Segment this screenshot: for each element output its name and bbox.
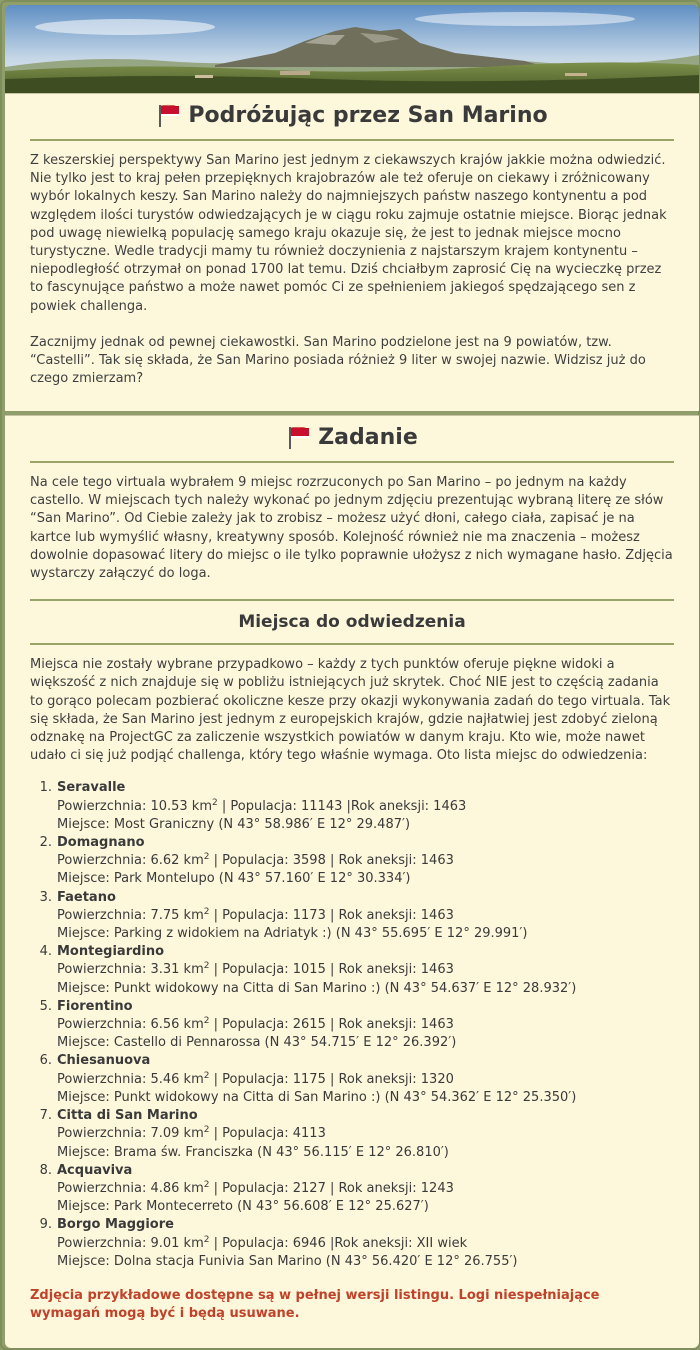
- place-location: Miejsce: Park Montelupo (N 43° 57.160′ E 12° 30.334′): [57, 871, 411, 887]
- place-stats: Powierzchnia: 3.31 $km^2$ | Populacja: 1015 | Rok aneksji: 1463: [57, 961, 454, 978]
- intro-title: Podróżując przez San Marino: [188, 102, 548, 128]
- list-item: 4. Montegiardino Powierzchnia: 3.31 $km^2$ | Populacja: 1015 | Rok aneksji: 1463 Miejsce: Punkt widokowy na Citta di San Marino :) (N 43° 54.637′ E 12° 28.932′): [30, 943, 699, 998]
- places-heading: Miejsca do odwiedzenia: [238, 612, 466, 633]
- places-paragraph: Miejsca nie zostały wybrane przypadkowo – każdy z tych punktów oferuje piękne widoki a większość z nich znajduje się w pobliżu istniejących już skrytek. Choć NIE jest to częścią zadania to gorąco polecam pozbierać okoliczne kesze przy okazji wykonywania zadań do tego virtuala. Tak się składa, że San Marino jest jednym z europejskich krajów, gdzie najłatwiej jest zdobyć zieloną odznakę na ProjectGC za zaliczenie wszystkich powiatów w danym kraju. Kto wie, może nawet udało ci się już podjąć challenga, który tego właśnie wymaga. Oto lista miejsc do odwiedzenia:: [30, 657, 671, 764]
- banner-image: [5, 5, 699, 93]
- place-name: Domagnano: [57, 835, 145, 851]
- place-location: Miejsce: Brama św. Franciszka (N 43° 56.115′ E 12° 26.810′): [57, 1144, 449, 1160]
- divider: [30, 139, 674, 141]
- list-item: 3. Faetano Powierzchnia: 7.75 $km^2$ | Populacja: 1173 | Rok aneksji: 1463 Miejsce: Parking z widokiem na Adriatyk :) (N 43° 55.695′ E 12° 29.991′): [30, 889, 699, 944]
- place-stats: Powierzchnia: 9.01 $km^2$ | Populacja: 6946 |Rok aneksji: XII wiek: [57, 1234, 468, 1251]
- place-stats: Powierzchnia: 6.62 $km^2$ | Populacja: 3598 | Rok aneksji: 1463: [57, 852, 454, 869]
- place-stats: Powierzchnia: 6.56 $km^2$ | Populacja: 2615 | Rok aneksji: 1463: [57, 1016, 454, 1033]
- place-location: Miejsce: Punkt widokowy na Citta di San Marino :) (N 43° 54.362′ E 12° 25.350′): [57, 1089, 577, 1105]
- warning-note: Zdjęcia przykładowe dostępne są w pełnej wersji listingu. Logi niespełniające wymagań mogą być i będą usuwane.: [30, 1287, 600, 1322]
- place-location: Miejsce: Most Graniczny (N 43° 58.986′ E 12° 29.487′): [57, 816, 411, 832]
- place-stats: Powierzchnia: 5.46 $km^2$ | Populacja: 1175 | Rok aneksji: 1320: [57, 1070, 454, 1087]
- task-paragraph: Na cele tego virtuala wybrałem 9 miejsc rozrzuconych po San Marino – po jednym na każdy castello. W miejscach tych należy wykonać po jednym zdjęciu prezentując wybraną literę ze słów “San Marino”. Od Ciebie zależy jak to zrobisz – możesz użyć dłoni, całego ciała, zapisać je na kartce lub wymyślić własny, kreatywny sposób. Kolejność również nie ma znaczenia – możesz dowolnie dopasować litery do miejsc o ile tylko poprawnie ułożysz z nich wymagane hasło. Zdjęcia wystarczy załączyć do loga.: [30, 475, 673, 582]
- list-item: 9. Borgo Maggiore Powierzchnia: 9.01 $km^2$ | Populacja: 6946 |Rok aneksji: XII wiek Miejsce: Dolna stacja Funivia San Marino (N 43° 56.420′ E 12° 26.755′): [30, 1216, 699, 1271]
- task-title: Zadanie: [318, 424, 418, 450]
- list-item: 6. Chiesanuova Powierzchnia: 5.46 $km^2$ | Populacja: 1175 | Rok aneksji: 1320 Miejsce: Punkt widokowy na Citta di San Marino :) (N 43° 54.362′ E 12° 25.350′): [30, 1052, 699, 1107]
- divider: [30, 643, 674, 645]
- place-name: Seravalle: [57, 780, 126, 796]
- divider: [30, 461, 674, 463]
- list-item: 5. Fiorentino Powierzchnia: 6.56 $km^2$ | Populacja: 2615 | Rok aneksji: 1463 Miejsce: Castello di Pennarossa (N 43° 54.715′ E 12° 26.392′): [30, 998, 699, 1053]
- place-stats: Powierzchnia: 10.53 $km^2$ | Populacja: 11143 |Rok aneksji: 1463: [57, 797, 467, 814]
- place-name: Chiesanuova: [57, 1053, 151, 1069]
- place-name: Citta di San Marino: [57, 1108, 198, 1124]
- place-location: Miejsce: Castello di Pennarossa (N 43° 54.715′ E 12° 26.392′): [57, 1035, 457, 1051]
- intro-heading: [5, 94, 699, 136]
- list-item: 8. Acquaviva Powierzchnia: 4.86 $km^2$ | Populacja: 2127 | Rok aneksji: 1243 Miejsce: Park Montecerreto (N 43° 56.608′ E 12° 25.627′): [30, 1162, 699, 1217]
- place-stats: Powierzchnia: 7.75 $km^2$ | Populacja: 1173 | Rok aneksji: 1463: [57, 906, 454, 923]
- intro-paragraph-2: Zacznijmy jednak od pewnej ciekawostki. San Marino podzielone jest na 9 powiatów, tzw. “Castelli”. Tak się składa, że San Marino posiada różnież 9 liter w swojej nazwie. Widzisz już do czego zmierzam?: [30, 334, 646, 387]
- list-item: 7. Citta di San Marino Powierzchnia: 7.09 $km^2$ | Populacja: 4113 Miejsce: Brama św. Franciszka (N 43° 56.115′ E 12° 26.810′): [30, 1107, 699, 1162]
- place-stats: Powierzchnia: 4.86 $km^2$ | Populacja: 2127 | Rok aneksji: 1243: [57, 1179, 454, 1196]
- task-section: [5, 415, 699, 1348]
- list-item: 2. Domagnano Powierzchnia: 6.62 $km^2$ | Populacja: 3598 | Rok aneksji: 1463 Miejsce: Park Montelupo (N 43° 57.160′ E 12° 30.334′): [30, 834, 699, 889]
- place-name: Borgo Maggiore: [57, 1217, 174, 1233]
- place-name: Faetano: [57, 889, 116, 905]
- intro-paragraph-1: Z keszerskiej perspektywy San Marino jest jednym z ciekawszych krajów jakkie można odwiedzić. Nie tylko jest to kraj pełen przepięknych krajobrazów ale też oferuje on ciekawy i zróżnicowany wybór lokalnych keszy. San Marino należy do najmniejszych państw naszego kontynentu a pod względem ilości turystów odwiedzających je w ciągu roku zajmuje ostatnie miejsce. Biorąc jednak pod uwagę niewielką populację samego kraju okazuje się, że jest to jednak miejsce mocno turystyczne. Wedle tradycji mamy tu również doczynienia z najstarszym krajem kontynentu – niepodległość otrzymał on ponad 1700 lat temu. Dziś chciałbym zaprosić Cię na wycieczkę przez to fascynujące państwo a może nawet pomóc Ci ze spełnieniem jakiegoś spędzającego sen z powiek challenga.: [30, 153, 667, 314]
- places-list: [5, 779, 699, 1270]
- place-name: Fiorentino: [57, 998, 133, 1014]
- place-location: Miejsce: Park Montecerreto (N 43° 56.608′ E 12° 25.627′): [57, 1199, 429, 1215]
- place-name: Montegiardino: [57, 944, 165, 960]
- list-item: 1. Seravalle Powierzchnia: 10.53 $km^2$ | Populacja: 11143 |Rok aneksji: 1463 Miejsce: Most Graniczny (N 43° 58.986′ E 12° 29.487′): [30, 779, 699, 834]
- place-location: Miejsce: Dolna stacja Funivia San Marino (N 43° 56.420′ E 12° 26.755′): [57, 1253, 518, 1269]
- intro-section: [5, 93, 699, 411]
- task-heading: [5, 416, 699, 458]
- place-name: Acquaviva: [57, 1162, 133, 1178]
- place-stats: Powierzchnia: 7.09 $km^2$ | Populacja: 4113: [57, 1125, 326, 1142]
- san-marino-flag-icon: [156, 102, 182, 128]
- place-location: Miejsce: Punkt widokowy na Citta di San Marino :) (N 43° 54.637′ E 12° 28.932′): [57, 980, 577, 996]
- san-marino-flag-icon: [286, 424, 312, 450]
- landscape-banner: [5, 5, 699, 93]
- place-location: Miejsce: Parking z widokiem na Adriatyk :) (N 43° 55.695′ E 12° 29.991′): [57, 926, 528, 942]
